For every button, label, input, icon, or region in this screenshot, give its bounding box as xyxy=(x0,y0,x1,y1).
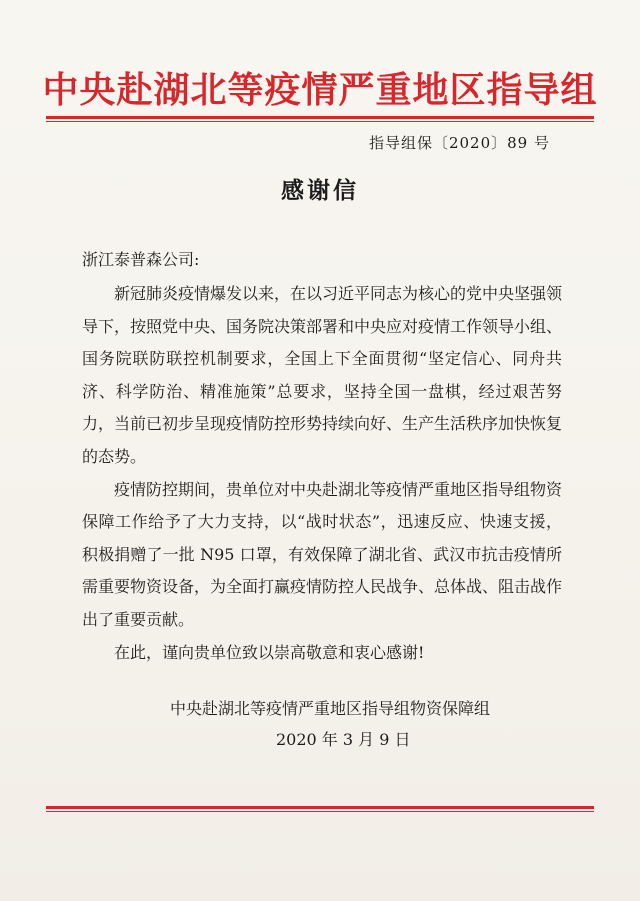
body-paragraph-2: 疫情防控期间，贵单位对中央赴湖北等疫情严重地区指导组物资保障工作给予了大力支持，以“战时状态”，迅速反应、快速支援，积极捐赠了一批 N95 口罩，有效保障了湖北省、武汉市抗击疫情所需重要物资设备，为全面打赢疫情防控人民战争、总体战、阻击战作出了重要贡献。 xyxy=(82,479,563,629)
signature: 中央赴湖北等疫情严重地区指导组物资保障组 xyxy=(170,699,491,718)
footer-rule-thin xyxy=(46,811,594,812)
letter-date: 2020 年 3 月 9 日 xyxy=(276,730,411,749)
letterhead-title: 中央赴湖北等疫情严重地区指导组 xyxy=(42,70,598,111)
letter-title: 感谢信 xyxy=(281,178,359,204)
salutation: 浙江泰普森公司: xyxy=(82,250,200,269)
document-number: 指导组保〔2020〕89 号 xyxy=(368,134,550,152)
footer-rule-thick xyxy=(46,806,594,809)
body-paragraph-3: 在此，谨向贵单位致以崇高敬意和衷心感谢! xyxy=(114,642,425,662)
letterhead-rule-thin xyxy=(46,121,594,122)
body-paragraph-1: 新冠肺炎疫情爆发以来，在以习近平同志为核心的党中央坚强领导下，按照党中央、国务院决策部署和中央应对疫情工作领导小组、国务院联防联控机制要求，全国上下全面贯彻“坚定信心、同舟共济、科学防治、精准施策”总要求，坚持全国一盘棋，经过艰苦努力，当前已初步呈现疫情防控形势持续向好、生产生活秩序加快恢复的态势。 xyxy=(82,284,563,466)
letterhead-rule-thick xyxy=(46,116,594,119)
letter-body xyxy=(82,278,562,669)
